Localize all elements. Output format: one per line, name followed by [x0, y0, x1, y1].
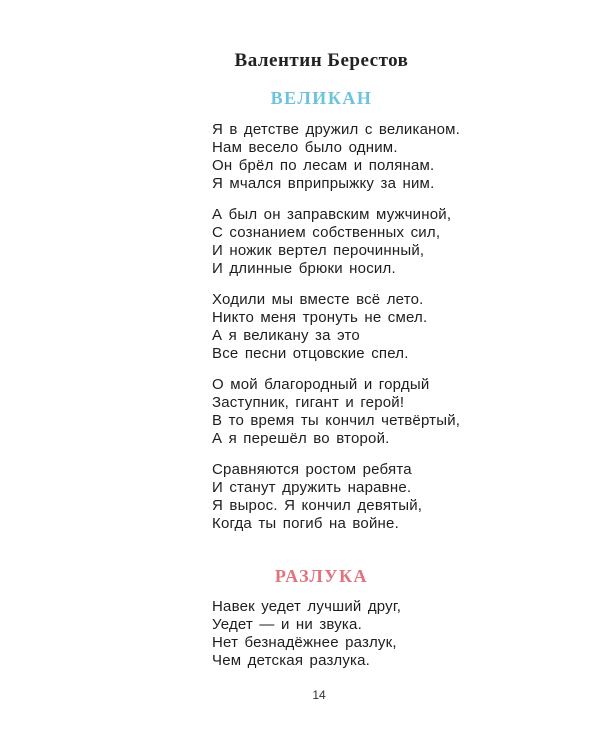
poem-line: Заступник, гигант и герой! [212, 394, 405, 411]
poem-line: Нам весело было одним. [212, 139, 398, 156]
poem-line: Я мчался вприпрыжку за ним. [212, 175, 435, 192]
stanza [212, 206, 451, 278]
stanza [212, 291, 427, 363]
poem-line: Нет безнадёжнее разлук, [212, 634, 397, 651]
poem-line: И станут дружить наравне. [212, 479, 412, 496]
poem-line: Он брёл по лесам и полянам. [212, 157, 435, 174]
author-name: Валентин Берестов [234, 50, 409, 71]
poem-line: Чем детская разлука. [212, 652, 371, 669]
poem-line: О мой благородный и гордый [212, 376, 430, 393]
poem-line: Никто меня тронуть не смел. [212, 309, 428, 326]
stanza [212, 121, 460, 193]
poem-line: Уедет — и ни звука. [212, 616, 362, 633]
stanza [212, 598, 401, 670]
poem-title-razluka: РАЗЛУКА [274, 566, 369, 586]
poem-line: Я в детстве дружил с великаном. [212, 121, 461, 138]
poem-line: Ходили мы вместе всё лето. [212, 291, 424, 308]
poem-line: Сравняются ростом ребята [212, 461, 412, 478]
stanza [212, 461, 422, 533]
poem-line: С сознанием собственных сил, [212, 224, 441, 241]
poem-line: Все песни отцовские спел. [212, 345, 409, 362]
poem-title-velikan: ВЕЛИКАН [270, 88, 373, 108]
page-number: 14 [312, 688, 326, 702]
poem-line: А был он заправским мужчиной, [212, 206, 452, 223]
poem-line: Навек уедет лучший друг, [212, 598, 402, 615]
poem-line: А я великану за это [212, 327, 360, 344]
poem-line: И ножик вертел перочинный, [212, 242, 425, 259]
stanza [212, 376, 460, 448]
poem-line: В то время ты кончил четвёртый, [212, 412, 461, 429]
poem-line: Я вырос. Я кончил девятый, [212, 497, 423, 514]
poem-line: И длинные брюки носил. [212, 260, 396, 277]
poem-line: Когда ты погиб на войне. [212, 515, 399, 532]
poem-line: А я перешёл во второй. [212, 430, 390, 447]
